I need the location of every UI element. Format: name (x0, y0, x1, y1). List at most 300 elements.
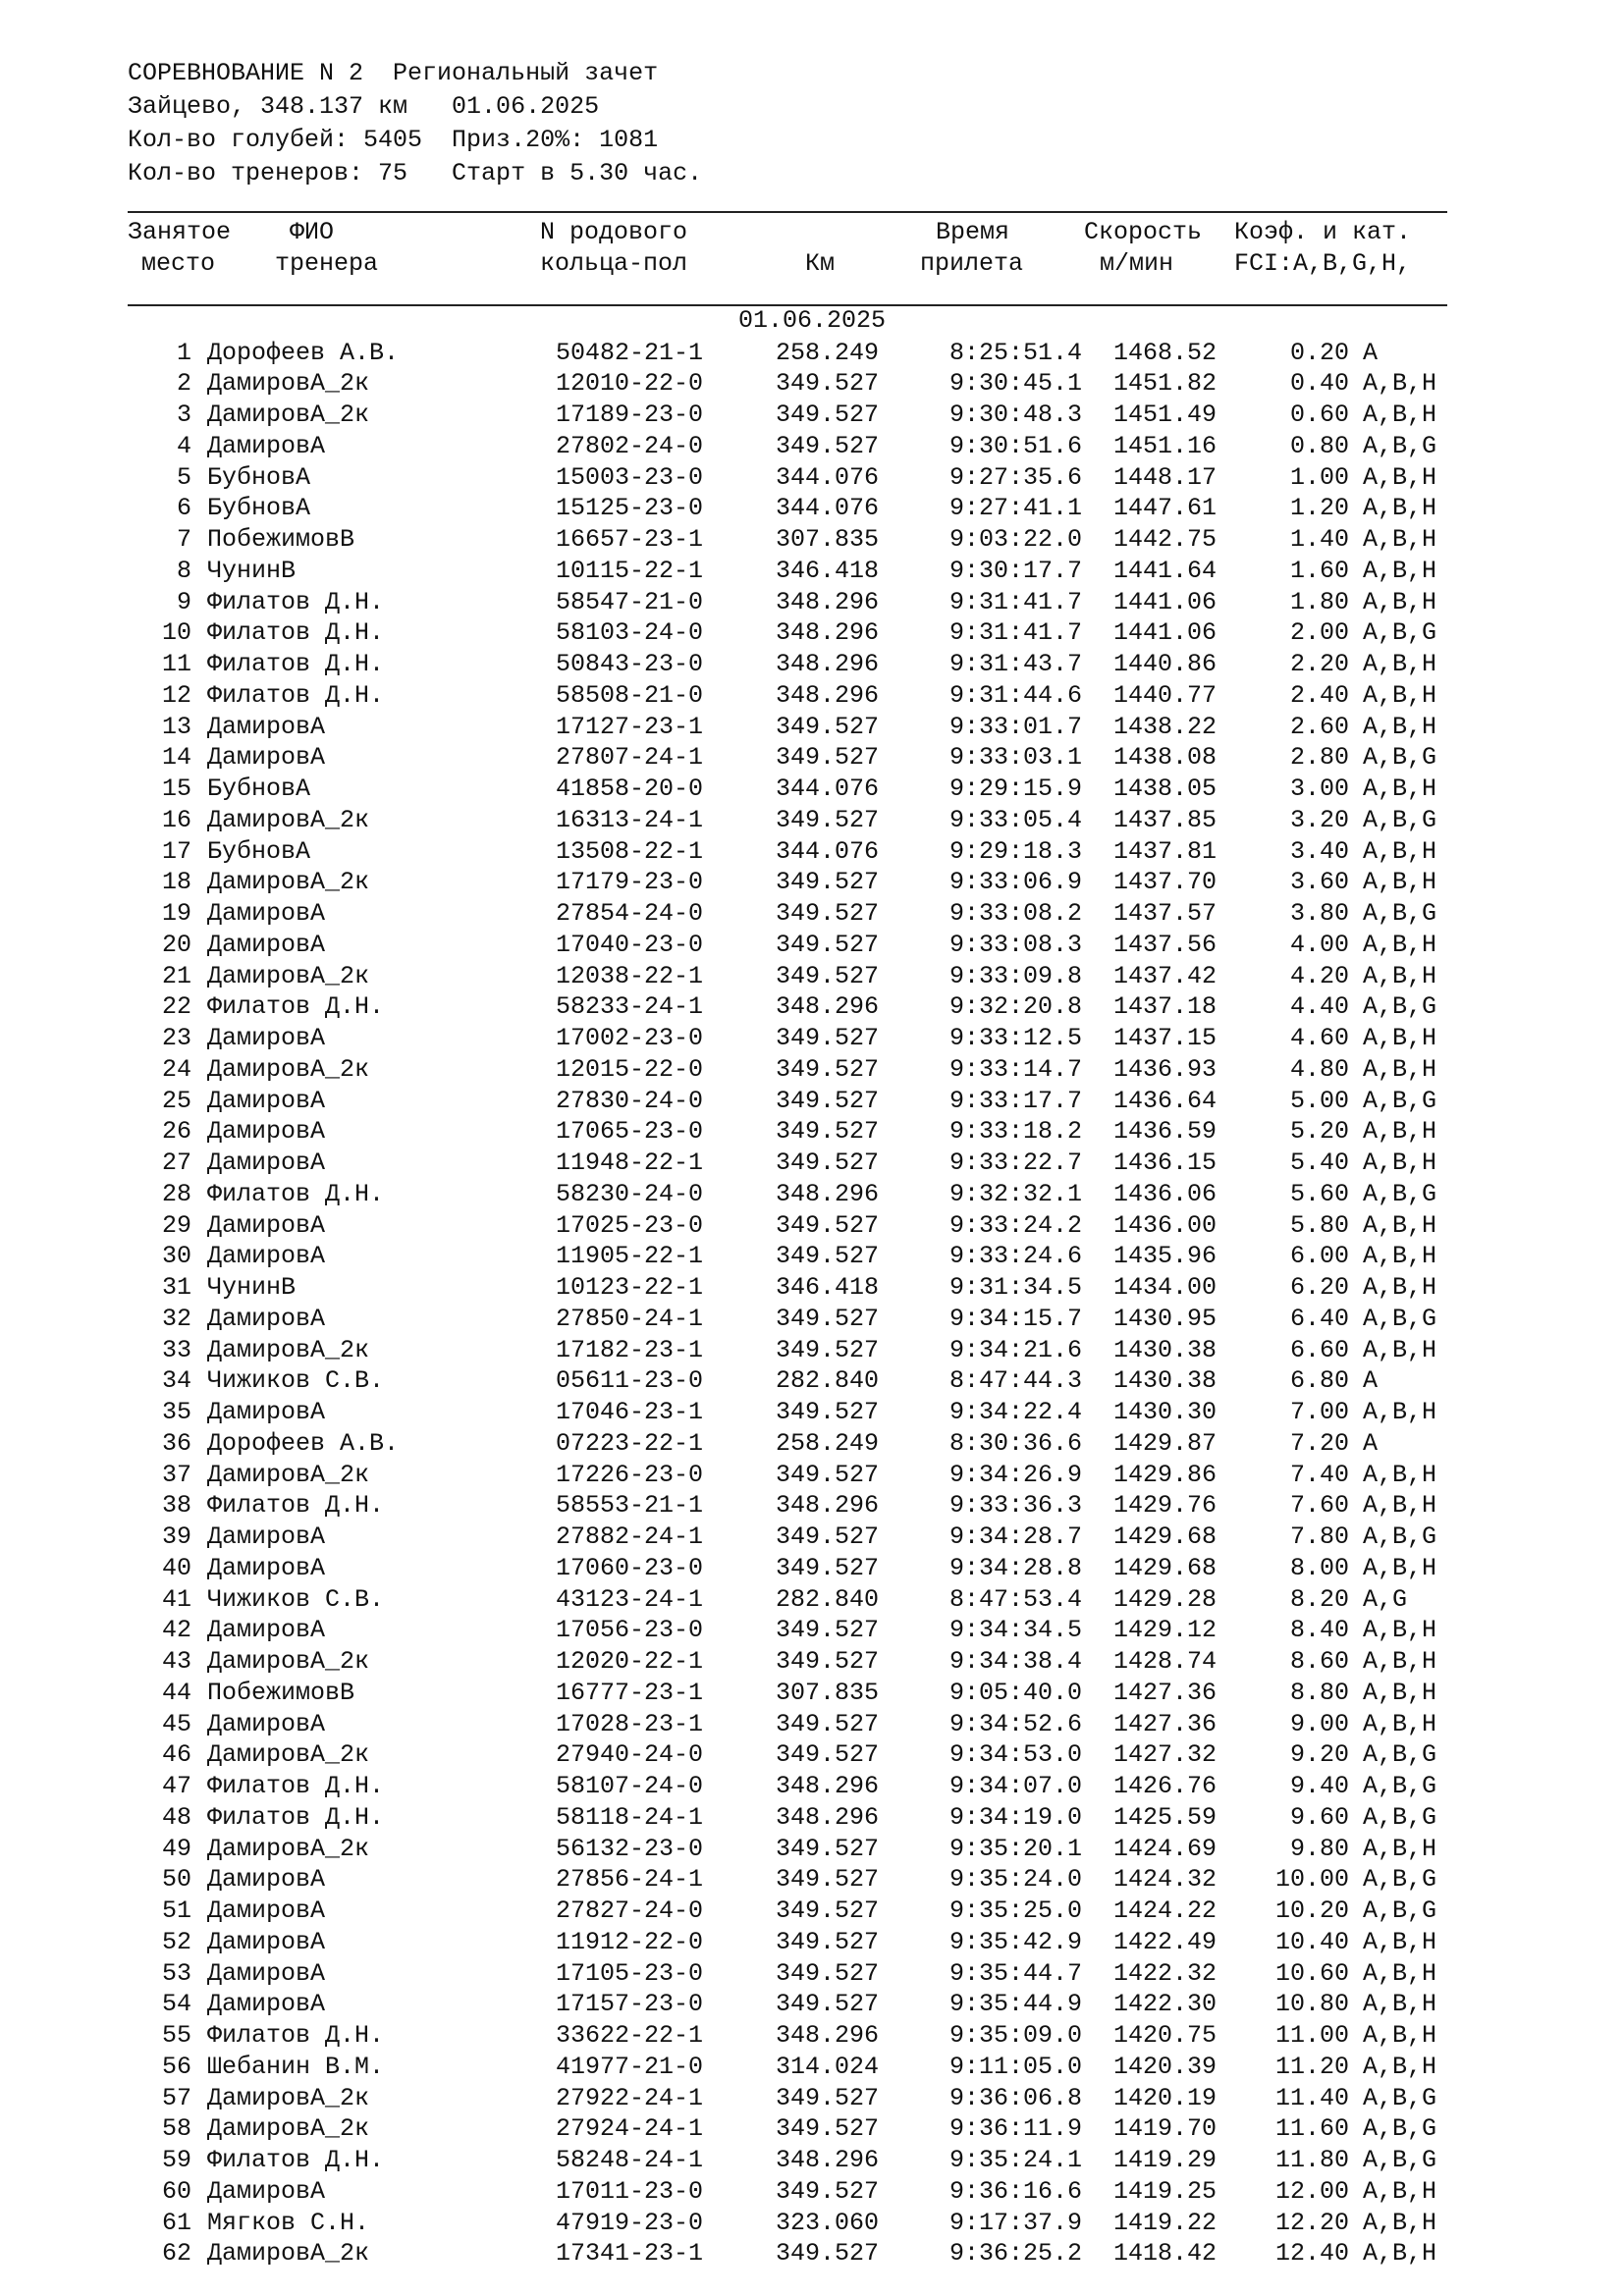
speed-cell: 1430.30 (1113, 1398, 1218, 1426)
coefficient-cell: 11.40 (1274, 2083, 1349, 2112)
arrival-time-cell: 9:30:45.1 (948, 369, 1082, 399)
ring-number-cell: 47919-23-0 (556, 2208, 704, 2237)
table-row (0, 2113, 1624, 2145)
arrival-time-cell: 9:34:53.0 (948, 1740, 1082, 1770)
place-cell: 32 (161, 1304, 191, 1333)
trainer-name-cell: ДамировА (207, 1709, 326, 1738)
place-cell: 27 (161, 1148, 191, 1177)
speed-cell: 1429.68 (1113, 1522, 1218, 1551)
ring-number-cell: 27850-24-1 (556, 1304, 704, 1333)
ring-number-cell: 27940-24-0 (556, 1740, 704, 1770)
place-cell: 36 (161, 1428, 191, 1458)
coefficient-cell: 2.00 (1289, 618, 1349, 648)
ring-number-cell: 58230-24-0 (556, 1179, 704, 1208)
place-cell: 2 (176, 369, 191, 399)
trainer-name-cell: Филатов Д.Н. (207, 618, 385, 648)
speed-cell: 1434.00 (1113, 1273, 1218, 1302)
table-row (0, 493, 1624, 524)
distance-km-cell: 346.418 (776, 1273, 880, 1302)
category-cell: A,B,H (1363, 2239, 1437, 2269)
category-cell: A,B,H (1363, 494, 1437, 523)
category-cell: A,B,G (1363, 1179, 1437, 1208)
coefficient-cell: 2.60 (1289, 712, 1349, 741)
trainer-name-cell: ДамировА (207, 1210, 326, 1240)
speed-cell: 1425.59 (1113, 1802, 1218, 1832)
coefficient-cell: 10.00 (1274, 1865, 1349, 1895)
speed-cell: 1429.12 (1113, 1616, 1218, 1645)
trainer-name-cell: ДамировА (207, 1148, 326, 1177)
coefficient-cell: 9.60 (1289, 1802, 1349, 1832)
table-row (0, 2208, 1624, 2239)
speed-cell: 1441.06 (1113, 587, 1218, 616)
category-cell: A,B,H (1363, 2052, 1437, 2081)
coefficient-cell: 5.80 (1289, 1210, 1349, 1240)
distance-km-cell: 349.527 (776, 1990, 880, 2019)
trainer-name-cell: ДамировА_2к (207, 868, 370, 897)
category-cell: A,B,H (1363, 587, 1437, 616)
arrival-time-cell: 9:33:24.6 (948, 1242, 1082, 1271)
trainer-name-cell: ДамировА (207, 1958, 326, 1988)
place-cell: 49 (161, 1834, 191, 1863)
coefficient-cell: 3.80 (1289, 899, 1349, 928)
distance-km-cell: 349.527 (776, 1522, 880, 1551)
category-cell: A,B,G (1363, 618, 1437, 648)
arrival-time-cell: 9:33:03.1 (948, 743, 1082, 773)
pigeon-count-line: Кол-во голубей: 5405 Приз.20%: 1081 (128, 126, 659, 154)
speed-cell: 1437.81 (1113, 836, 1218, 866)
coefficient-cell: 9.40 (1289, 1772, 1349, 1800)
arrival-time-cell: 9:35:24.0 (948, 1865, 1082, 1895)
distance-km-cell: 258.249 (776, 338, 880, 367)
arrival-time-cell: 9:33:05.4 (948, 805, 1082, 834)
trainer-name-cell: ДамировА (207, 712, 326, 741)
category-cell: A,B,H (1363, 1958, 1437, 1988)
place-cell: 24 (161, 1054, 191, 1084)
ring-number-cell: 58107-24-0 (556, 1772, 704, 1800)
col-place-line2: место (141, 249, 216, 278)
distance-km-cell: 258.249 (776, 1428, 880, 1458)
speed-cell: 1429.28 (1113, 1584, 1218, 1614)
ring-number-cell: 10115-22-1 (556, 556, 704, 585)
speed-cell: 1438.05 (1113, 774, 1218, 803)
place-cell: 5 (176, 462, 191, 492)
coefficient-cell: 0.80 (1289, 431, 1349, 460)
arrival-time-cell: 9:34:38.4 (948, 1647, 1082, 1676)
distance-km-cell: 348.296 (776, 2021, 880, 2050)
place-cell: 38 (161, 1491, 191, 1521)
arrival-time-cell: 9:03:22.0 (948, 525, 1082, 554)
category-cell: A,B,H (1363, 1678, 1437, 1707)
arrival-time-cell: 9:34:07.0 (948, 1772, 1082, 1800)
distance-km-cell: 349.527 (776, 1398, 880, 1426)
table-row (0, 431, 1624, 462)
distance-km-cell: 349.527 (776, 1335, 880, 1364)
arrival-time-cell: 9:34:52.6 (948, 1709, 1082, 1738)
trainer-name-cell: БубновА (207, 462, 311, 492)
table-row (0, 649, 1624, 680)
coefficient-cell: 9.20 (1289, 1740, 1349, 1770)
trainer-name-cell: ДамировА_2к (207, 1740, 370, 1770)
speed-cell: 1441.06 (1113, 618, 1218, 648)
table-row (0, 712, 1624, 743)
speed-cell: 1429.76 (1113, 1491, 1218, 1521)
ring-number-cell: 16657-23-1 (556, 525, 704, 554)
arrival-time-cell: 9:33:24.2 (948, 1210, 1082, 1240)
place-cell: 50 (161, 1865, 191, 1895)
coefficient-cell: 5.60 (1289, 1179, 1349, 1208)
distance-km-cell: 349.527 (776, 712, 880, 741)
place-cell: 43 (161, 1647, 191, 1676)
distance-km-cell: 348.296 (776, 992, 880, 1022)
arrival-time-cell: 9:34:15.7 (948, 1304, 1082, 1333)
category-cell: A,B,G (1363, 1802, 1437, 1832)
ring-number-cell: 27856-24-1 (556, 1865, 704, 1895)
speed-cell: 1440.77 (1113, 680, 1218, 710)
category-cell: A,B,H (1363, 961, 1437, 990)
coefficient-cell: 11.20 (1274, 2052, 1349, 2081)
ring-number-cell: 17011-23-0 (556, 2176, 704, 2206)
coefficient-cell: 12.40 (1274, 2239, 1349, 2269)
trainer-name-cell: Филатов Д.Н. (207, 1772, 385, 1800)
table-row (0, 1397, 1624, 1428)
ring-number-cell: 58248-24-1 (556, 2146, 704, 2174)
coefficient-cell: 5.20 (1289, 1117, 1349, 1147)
table-row (0, 1054, 1624, 1086)
place-cell: 35 (161, 1398, 191, 1426)
ring-number-cell: 50482-21-1 (556, 338, 704, 367)
category-cell: A,B,G (1363, 1740, 1437, 1770)
table-row (0, 961, 1624, 992)
table-row (0, 2083, 1624, 2114)
distance-km-cell: 314.024 (776, 2052, 880, 2081)
category-cell: A,B,G (1363, 1086, 1437, 1115)
table-row (0, 338, 1624, 369)
table-row (0, 1272, 1624, 1304)
place-cell: 47 (161, 1772, 191, 1800)
arrival-time-cell: 9:33:18.2 (948, 1117, 1082, 1147)
col-ring-line2: кольца-пол (540, 249, 688, 278)
distance-km-cell: 349.527 (776, 1148, 880, 1177)
trainer-name-cell: Филатов Д.Н. (207, 1802, 385, 1832)
distance-km-cell: 344.076 (776, 462, 880, 492)
place-cell: 58 (161, 2114, 191, 2144)
speed-cell: 1436.15 (1113, 1148, 1218, 1177)
category-cell: A,B,H (1363, 836, 1437, 866)
ring-number-cell: 41858-20-0 (556, 774, 704, 803)
speed-cell: 1435.96 (1113, 1242, 1218, 1271)
distance-km-cell: 349.527 (776, 1927, 880, 1956)
table-row (0, 836, 1624, 868)
place-cell: 37 (161, 1460, 191, 1489)
coefficient-cell: 7.80 (1289, 1522, 1349, 1551)
category-cell: A,B,H (1363, 369, 1437, 399)
arrival-time-cell: 9:33:08.2 (948, 899, 1082, 928)
col-time-line2: прилета (920, 249, 1024, 278)
coefficient-cell: 8.20 (1289, 1584, 1349, 1614)
trainer-name-cell: Дорофеев А.В. (207, 1428, 400, 1458)
arrival-time-cell: 9:05:40.0 (948, 1678, 1082, 1707)
category-cell: A,B,H (1363, 1927, 1437, 1956)
category-cell: A (1363, 1428, 1379, 1458)
coefficient-cell: 2.20 (1289, 650, 1349, 678)
distance-km-cell: 349.527 (776, 805, 880, 834)
arrival-time-cell: 9:30:17.7 (948, 556, 1082, 585)
trainer-name-cell: ДамировА_2к (207, 1834, 370, 1863)
trainer-name-cell: ДамировА_2к (207, 2114, 370, 2144)
distance-km-cell: 349.527 (776, 899, 880, 928)
place-cell: 7 (176, 525, 191, 554)
arrival-time-cell: 9:34:21.6 (948, 1335, 1082, 1364)
coefficient-cell: 11.00 (1274, 2021, 1349, 2050)
ring-number-cell: 58233-24-1 (556, 992, 704, 1022)
category-cell: A,B,H (1363, 1647, 1437, 1676)
trainer-name-cell: ДамировА (207, 431, 326, 460)
ring-number-cell: 50843-23-0 (556, 650, 704, 678)
category-cell: A,B,H (1363, 400, 1437, 429)
arrival-time-cell: 9:36:25.2 (948, 2239, 1082, 2269)
arrival-time-cell: 9:34:22.4 (948, 1398, 1082, 1426)
place-cell: 31 (161, 1273, 191, 1302)
distance-km-cell: 349.527 (776, 431, 880, 460)
coefficient-cell: 10.60 (1274, 1958, 1349, 1988)
table-row (0, 556, 1624, 587)
distance-km-cell: 348.296 (776, 680, 880, 710)
table-row (0, 1989, 1624, 2020)
trainer-name-cell: ДамировА (207, 1990, 326, 2019)
place-cell: 62 (161, 2239, 191, 2269)
trainer-name-cell: ДамировА_2к (207, 1335, 370, 1364)
table-row (0, 2238, 1624, 2269)
ring-number-cell: 27830-24-0 (556, 1086, 704, 1115)
arrival-time-cell: 9:35:42.9 (948, 1927, 1082, 1956)
release-point-line: Зайцево, 348.137 км 01.06.2025 (128, 92, 600, 121)
speed-cell: 1420.39 (1113, 2052, 1218, 2081)
trainer-name-cell: ДамировА_2к (207, 1054, 370, 1084)
table-row (0, 462, 1624, 494)
ring-number-cell: 12020-22-1 (556, 1647, 704, 1676)
coefficient-cell: 3.60 (1289, 868, 1349, 897)
place-cell: 30 (161, 1242, 191, 1271)
category-cell: A,B,H (1363, 1616, 1437, 1645)
table-row (0, 1460, 1624, 1491)
speed-cell: 1430.95 (1113, 1304, 1218, 1333)
ring-number-cell: 27922-24-1 (556, 2083, 704, 2112)
trainer-name-cell: Филатов Д.Н. (207, 1179, 385, 1208)
speed-cell: 1436.93 (1113, 1054, 1218, 1084)
coefficient-cell: 4.80 (1289, 1054, 1349, 1084)
arrival-time-cell: 9:36:11.9 (948, 2114, 1082, 2144)
ring-number-cell: 17182-23-1 (556, 1335, 704, 1364)
table-row (0, 1739, 1624, 1771)
distance-km-cell: 307.835 (776, 525, 880, 554)
speed-cell: 1429.68 (1113, 1553, 1218, 1582)
speed-cell: 1429.86 (1113, 1460, 1218, 1489)
place-cell: 6 (176, 494, 191, 523)
distance-km-cell: 349.527 (776, 1958, 880, 1988)
ring-number-cell: 56132-23-0 (556, 1834, 704, 1863)
distance-km-cell: 348.296 (776, 1772, 880, 1800)
speed-cell: 1430.38 (1113, 1366, 1218, 1396)
coefficient-cell: 6.20 (1289, 1273, 1349, 1302)
ring-number-cell: 16313-24-1 (556, 805, 704, 834)
coefficient-cell: 1.00 (1289, 462, 1349, 492)
category-cell: A,B,G (1363, 1896, 1437, 1925)
category-cell: A,B,H (1363, 1024, 1437, 1052)
trainer-name-cell: ПобежимовВ (207, 1678, 355, 1707)
trainer-name-cell: БубновА (207, 836, 311, 866)
arrival-time-cell: 9:29:15.9 (948, 774, 1082, 803)
distance-km-cell: 349.527 (776, 1242, 880, 1271)
speed-cell: 1437.70 (1113, 868, 1218, 897)
trainer-name-cell: ДамировА_2к (207, 2239, 370, 2269)
speed-cell: 1422.30 (1113, 1990, 1218, 2019)
trainer-name-cell: ДамировА (207, 1865, 326, 1895)
category-cell: A,B,G (1363, 1772, 1437, 1800)
ring-number-cell: 58103-24-0 (556, 618, 704, 648)
category-cell: A (1363, 1366, 1379, 1396)
trainer-name-cell: ДамировА (207, 1896, 326, 1925)
ring-number-cell: 17002-23-0 (556, 1024, 704, 1052)
coefficient-cell: 4.60 (1289, 1024, 1349, 1052)
ring-number-cell: 17046-23-1 (556, 1398, 704, 1426)
place-cell: 3 (176, 400, 191, 429)
speed-cell: 1422.32 (1113, 1958, 1218, 1988)
distance-km-cell: 348.296 (776, 618, 880, 648)
distance-km-cell: 349.527 (776, 2176, 880, 2206)
distance-km-cell: 349.527 (776, 1054, 880, 1084)
category-cell: A,B,H (1363, 650, 1437, 678)
arrival-time-cell: 9:31:41.7 (948, 587, 1082, 616)
category-cell: A,B,H (1363, 1273, 1437, 1302)
coefficient-cell: 7.40 (1289, 1460, 1349, 1489)
distance-km-cell: 346.418 (776, 556, 880, 585)
coefficient-cell: 8.40 (1289, 1616, 1349, 1645)
place-cell: 21 (161, 961, 191, 990)
coefficient-cell: 1.80 (1289, 587, 1349, 616)
place-cell: 60 (161, 2176, 191, 2206)
table-row (0, 1709, 1624, 1740)
category-cell: A,B,H (1363, 1148, 1437, 1177)
table-row (0, 617, 1624, 649)
trainer-name-cell: ДамировА_2к (207, 961, 370, 990)
place-cell: 45 (161, 1709, 191, 1738)
distance-km-cell: 323.060 (776, 2208, 880, 2237)
speed-cell: 1451.82 (1113, 369, 1218, 399)
category-cell: A,B,G (1363, 1304, 1437, 1333)
arrival-time-cell: 9:35:24.1 (948, 2146, 1082, 2174)
category-cell: A,B,H (1363, 1242, 1437, 1271)
trainer-name-cell: ДамировА (207, 1117, 326, 1147)
speed-cell: 1437.42 (1113, 961, 1218, 990)
ring-number-cell: 17040-23-0 (556, 930, 704, 959)
category-cell: A,B,G (1363, 431, 1437, 460)
trainer-name-cell: ДамировА (207, 1398, 326, 1426)
ring-number-cell: 12038-22-1 (556, 961, 704, 990)
distance-km-cell: 348.296 (776, 2146, 880, 2174)
distance-km-cell: 282.840 (776, 1584, 880, 1614)
arrival-time-cell: 9:30:51.6 (948, 431, 1082, 460)
table-row (0, 1490, 1624, 1522)
table-row (0, 1210, 1624, 1242)
ring-number-cell: 27802-24-0 (556, 431, 704, 460)
col-speed-line2: м/мин (1100, 249, 1174, 278)
ring-number-cell: 17157-23-0 (556, 1990, 704, 2019)
arrival-time-cell: 9:33:08.3 (948, 930, 1082, 959)
speed-cell: 1438.22 (1113, 712, 1218, 741)
place-cell: 8 (176, 556, 191, 585)
coefficient-cell: 1.20 (1289, 494, 1349, 523)
table-row (0, 2176, 1624, 2208)
place-cell: 4 (176, 431, 191, 460)
table-row (0, 774, 1624, 805)
arrival-time-cell: 9:34:28.8 (948, 1553, 1082, 1582)
place-cell: 52 (161, 1927, 191, 1956)
category-cell: A,B,H (1363, 868, 1437, 897)
coefficient-cell: 1.60 (1289, 556, 1349, 585)
distance-km-cell: 349.527 (776, 1304, 880, 1333)
speed-cell: 1447.61 (1113, 494, 1218, 523)
distance-km-cell: 349.527 (776, 2083, 880, 2112)
trainer-name-cell: ДамировА (207, 743, 326, 773)
arrival-time-cell: 9:33:01.7 (948, 712, 1082, 741)
distance-km-cell: 282.840 (776, 1366, 880, 1396)
ring-number-cell: 41977-21-0 (556, 2052, 704, 2081)
category-cell: A,B,H (1363, 1709, 1437, 1738)
arrival-time-cell: 9:35:44.9 (948, 1990, 1082, 2019)
trainer-name-cell: ДамировА_2к (207, 400, 370, 429)
category-cell: A,B,G (1363, 992, 1437, 1022)
distance-km-cell: 348.296 (776, 587, 880, 616)
ring-number-cell: 17060-23-0 (556, 1553, 704, 1582)
place-cell: 13 (161, 712, 191, 741)
ring-number-cell: 17065-23-0 (556, 1117, 704, 1147)
arrival-time-cell: 9:33:17.7 (948, 1086, 1082, 1115)
trainer-name-cell: ДамировА (207, 899, 326, 928)
place-cell: 56 (161, 2052, 191, 2081)
coefficient-cell: 3.00 (1289, 774, 1349, 803)
arrival-time-cell: 9:33:22.7 (948, 1148, 1082, 1177)
ring-number-cell: 15125-23-0 (556, 494, 704, 523)
coefficient-cell: 4.20 (1289, 961, 1349, 990)
place-cell: 40 (161, 1553, 191, 1582)
category-cell: A,B,H (1363, 2176, 1437, 2206)
place-cell: 28 (161, 1179, 191, 1208)
ring-number-cell: 43123-24-1 (556, 1584, 704, 1614)
arrival-time-cell: 9:27:41.1 (948, 494, 1082, 523)
speed-cell: 1419.70 (1113, 2114, 1218, 2144)
coefficient-cell: 6.60 (1289, 1335, 1349, 1364)
arrival-time-cell: 9:30:48.3 (948, 400, 1082, 429)
place-cell: 59 (161, 2146, 191, 2174)
category-cell: A,B,G (1363, 2146, 1437, 2174)
ring-number-cell: 17341-23-1 (556, 2239, 704, 2269)
trainer-name-cell: Чижиков С.В. (207, 1366, 385, 1396)
distance-km-cell: 344.076 (776, 494, 880, 523)
place-cell: 23 (161, 1024, 191, 1052)
distance-km-cell: 349.527 (776, 1896, 880, 1925)
category-cell: A,B,H (1363, 2208, 1437, 2237)
table-row (0, 1864, 1624, 1896)
table-row (0, 1304, 1624, 1335)
coefficient-cell: 0.60 (1289, 400, 1349, 429)
category-cell: A,B,H (1363, 1398, 1437, 1426)
ring-number-cell: 27807-24-1 (556, 743, 704, 773)
arrival-time-cell: 8:47:53.4 (948, 1584, 1082, 1614)
trainer-name-cell: ДамировА (207, 1522, 326, 1551)
coefficient-cell: 5.00 (1289, 1086, 1349, 1115)
place-cell: 22 (161, 992, 191, 1022)
place-cell: 48 (161, 1802, 191, 1832)
